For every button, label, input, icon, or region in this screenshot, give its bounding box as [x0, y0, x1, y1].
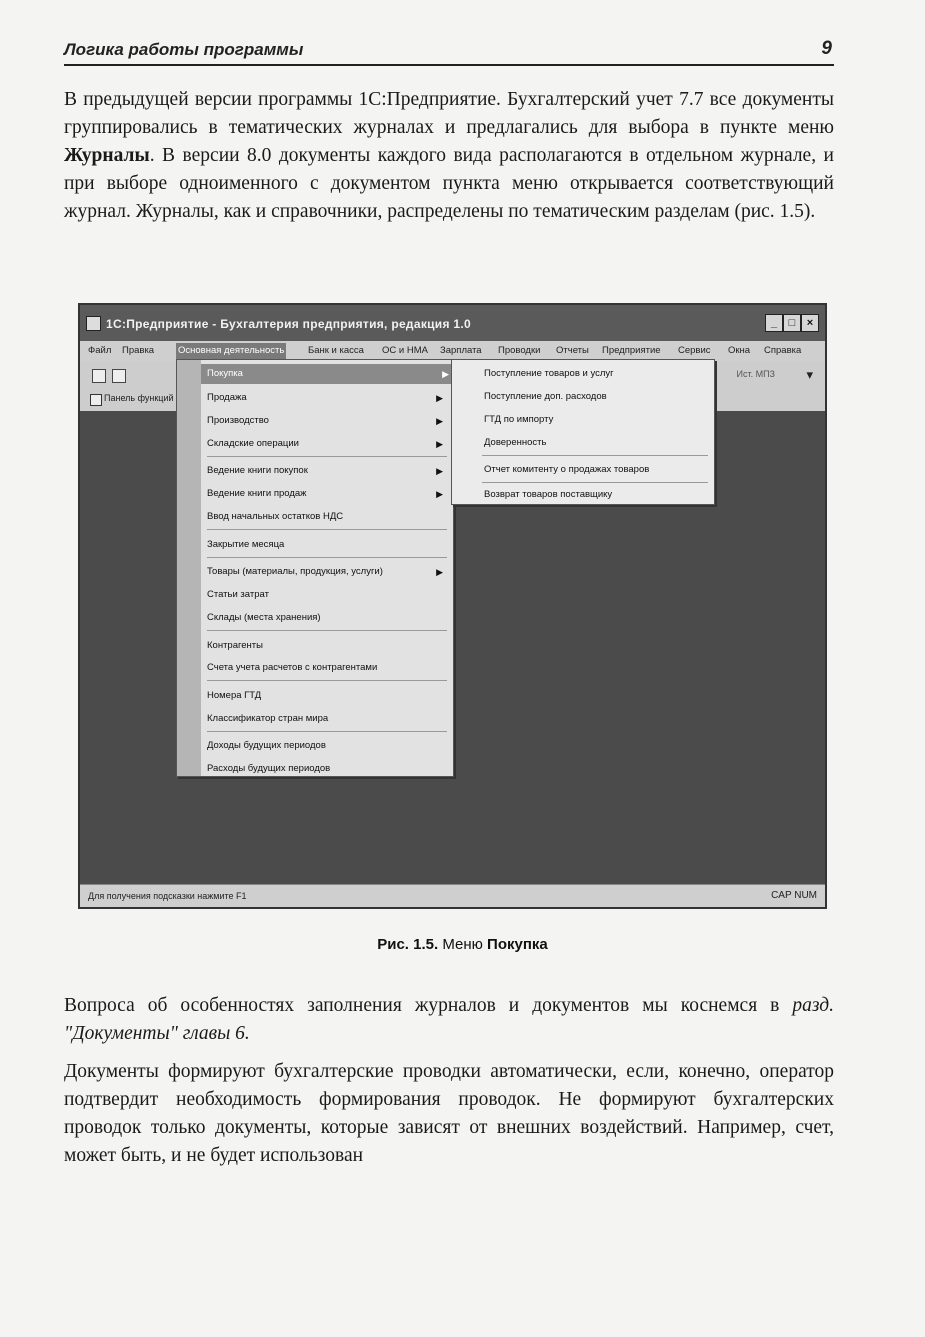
menu-item-label: Статьи затрат — [207, 589, 269, 600]
menu-item-label: Закрытие месяца — [207, 539, 285, 550]
menubar — [80, 341, 825, 361]
submenu-arrow-icon: ▶ — [436, 416, 443, 426]
caption-label: Рис. 1.5. — [377, 936, 439, 953]
menu-separator — [207, 557, 447, 558]
caption-text: Меню — [438, 936, 488, 953]
menu-item-warehouses[interactable] — [207, 608, 447, 628]
menu-separator — [207, 630, 447, 631]
running-title: Логика работы программы — [64, 40, 304, 59]
new-document-icon[interactable] — [92, 369, 106, 383]
submenu-arrow-icon: ▶ — [436, 393, 443, 403]
status-indicators: CAP NUM — [771, 890, 817, 901]
figure-caption — [0, 936, 925, 953]
menu-edit[interactable]: Правка — [122, 345, 155, 356]
menu-separator — [482, 482, 708, 483]
menu-item-label: Продажа — [207, 392, 247, 403]
menu-item-purchase[interactable] — [201, 364, 453, 384]
menu-item-purchase-book[interactable] — [207, 461, 447, 481]
maximize-icon[interactable]: □ — [783, 314, 801, 332]
status-bar — [80, 884, 825, 907]
menu-os-nma[interactable]: ОС и НМА — [382, 345, 428, 356]
toolbar-dropdown-icon[interactable]: ▾ — [806, 367, 813, 382]
figure-screenshot — [78, 303, 827, 909]
dropdown-menu-main — [176, 359, 454, 777]
running-header — [64, 38, 834, 66]
menu-item-label: Складские операции — [207, 438, 299, 449]
menu-separator — [207, 731, 447, 732]
close-icon[interactable]: × — [801, 314, 819, 332]
menu-enterprise[interactable]: Предприятие — [602, 345, 661, 356]
menu-reports[interactable]: Отчеты — [556, 345, 589, 356]
menu-separator — [207, 680, 447, 681]
menu-item-label: Расходы будущих периодов — [207, 763, 331, 774]
menu-separator — [482, 455, 708, 456]
paragraph-2-italic: разд. "Документы" главы 6. — [64, 995, 834, 1044]
menu-item-label: Счета учета расчетов с контрагентами — [207, 662, 378, 673]
paragraph-3: Документы формируют бухгалтерские проводки автоматически, если, конечно, оператор подтвердит необходимость формирования проводок. Не формируют бухгалтерских проводок только документы, которые зависят от внешних воздействий. Например, счет, может быть, и не будет использован — [64, 1061, 834, 1166]
menu-bank[interactable]: Банк и касса — [308, 345, 364, 356]
submenu-arrow-icon: ▶ — [442, 369, 449, 379]
menu-item-label: Ведение книги покупок — [207, 465, 308, 476]
panel-functions-button[interactable]: Панель функций — [90, 393, 174, 403]
menu-item-label: Товары (материалы, продукция, услуги) — [207, 566, 383, 577]
menu-main-activity[interactable]: Основная деятельность — [176, 343, 286, 359]
window-titlebar — [80, 305, 825, 341]
menu-item-contractors[interactable] — [207, 636, 447, 656]
submenu-arrow-icon: ▶ — [436, 439, 443, 449]
menu-item-countries[interactable] — [207, 709, 447, 729]
menu-service[interactable]: Сервис — [678, 345, 711, 356]
submenu-item-additional-expenses[interactable]: Поступление доп. расходов — [484, 391, 607, 402]
menu-item-warehouse[interactable] — [207, 434, 447, 454]
menu-item-label: Номера ГТД — [207, 690, 262, 701]
menu-file[interactable]: Файл — [88, 345, 112, 356]
menu-item-label: Ведение книги продаж — [207, 488, 307, 499]
menu-item-gtd-numbers[interactable] — [207, 686, 447, 706]
menu-item-production[interactable] — [207, 411, 447, 431]
menu-item-label: Ввод начальных остатков НДС — [207, 511, 344, 522]
menu-item-month-close[interactable] — [207, 535, 447, 555]
menu-item-vat-balances[interactable] — [207, 507, 447, 527]
submenu-arrow-icon: ▶ — [436, 489, 443, 499]
submenu-item-return-goods[interactable]: Возврат товаров поставщику — [484, 489, 613, 500]
paragraph-2 — [64, 992, 834, 1048]
menu-item-label: Покупка — [207, 368, 243, 379]
status-hint: Для получения подсказки нажмите F1 — [88, 891, 247, 901]
menu-postings[interactable]: Проводки — [498, 345, 541, 356]
paragraph-2-text: Вопроса об особенностях заполнения журналов и документов мы коснемся в — [64, 995, 793, 1016]
menu-item-goods[interactable] — [207, 562, 447, 582]
menu-windows[interactable]: Окна — [728, 345, 751, 356]
minimize-icon[interactable]: _ — [765, 314, 783, 332]
menu-item-cost-items[interactable] — [207, 585, 447, 605]
menu-item-label: Доходы будущих периодов — [207, 740, 326, 751]
submenu-item-consignor-report[interactable]: Отчет комитенту о продажах товаров — [484, 464, 650, 475]
menu-icon-strip — [177, 360, 201, 776]
app-icon — [86, 316, 101, 331]
menu-item-label: Склады (места хранения) — [207, 612, 321, 623]
submenu-item-gtd-import[interactable]: ГТД по импорту — [484, 414, 554, 425]
submenu-item-power-of-attorney[interactable]: Доверенность — [484, 437, 547, 448]
menu-item-label: Классификатор стран мира — [207, 713, 329, 724]
menu-item-label: Контрагенты — [207, 640, 263, 651]
menu-item-sales[interactable] — [207, 388, 447, 408]
menu-help[interactable]: Справка — [764, 345, 802, 356]
menu-item-deferred-expenses[interactable] — [207, 759, 447, 779]
menu-item-deferred-income[interactable] — [207, 736, 447, 756]
dropdown-submenu-purchase — [451, 359, 715, 505]
open-icon[interactable] — [112, 369, 126, 383]
toolbar-right-text: Ист. МПЗ — [736, 369, 775, 379]
submenu-arrow-icon: ▶ — [436, 567, 443, 577]
menu-item-label: Производство — [207, 415, 269, 426]
paragraph-1-bold: Журналы — [64, 145, 150, 166]
submenu-item-receipt-goods[interactable]: Поступление товаров и услуг — [484, 368, 614, 379]
menu-item-settlement-accounts[interactable] — [207, 658, 447, 678]
paragraph-1-text-b: . В версии 8.0 документы каждого вида располагаются в отдельном журнале, и при выборе одноименного с документом пункта меню открывается соответствующий журнал. Журналы, как и справочники, распределены по тематическим разделам (рис. 1.5). — [64, 145, 834, 222]
paragraph-1 — [64, 86, 834, 226]
menu-salary[interactable]: Зарплата — [440, 345, 482, 356]
window-title: 1С:Предприятие - Бухгалтерия предприятия, редакция 1.0 — [106, 317, 472, 331]
page-number: 9 — [821, 38, 832, 59]
caption-bold: Покупка — [487, 936, 548, 953]
menu-separator — [207, 456, 447, 457]
menu-separator — [207, 529, 447, 530]
menu-item-sales-book[interactable] — [207, 484, 447, 504]
submenu-arrow-icon: ▶ — [436, 466, 443, 476]
paragraph-1-text-a: В предыдущей версии программы 1С:Предприятие. Бухгалтерский учет 7.7 все документы группировались в тематических журналах и предлагались для выбора в пункте меню — [64, 89, 834, 138]
